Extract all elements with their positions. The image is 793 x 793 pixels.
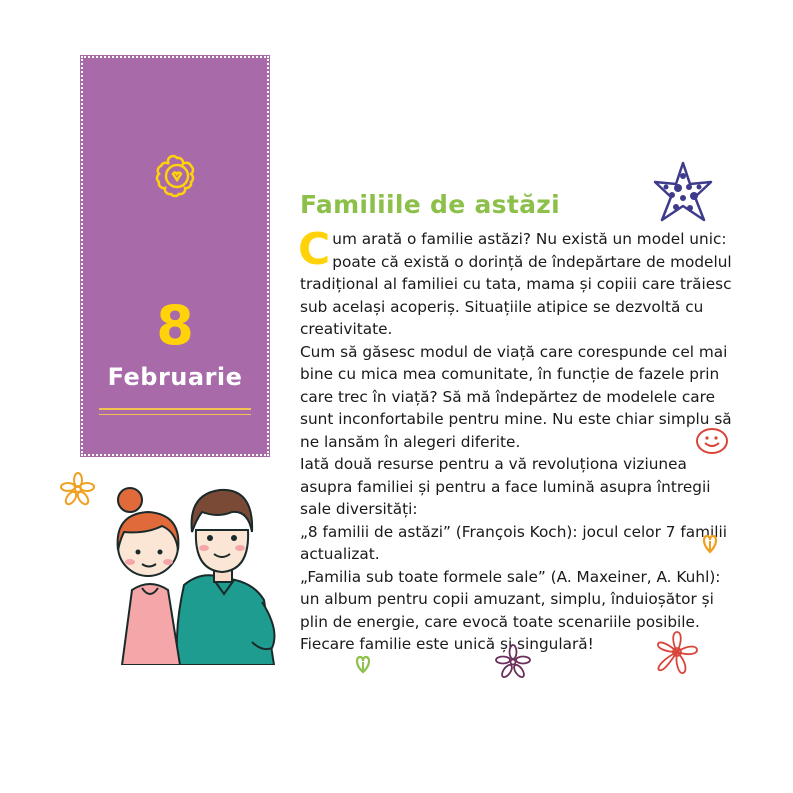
paragraph: „Familia sub toate formele sale” (A. Maxeiner, A. Kuhl): un album pentru copii amuzant, simplu, înduioșător și plin de energie, care evocă toate scenariile posibile. — [300, 567, 721, 631]
star-icon — [652, 160, 714, 224]
divider — [99, 408, 251, 415]
flower-icon — [655, 630, 699, 676]
month-name: Februarie — [107, 363, 243, 391]
smiley-icon — [695, 426, 729, 456]
paragraph: Fiecare familie este unică și singulară! — [300, 635, 594, 653]
flower-icon — [495, 644, 531, 680]
article-body — [298, 224, 740, 656]
paragraph: Cum să găsesc modul de viață care corespunde cel mai bine cu mica mea comunitate, în funcție de fazele prin care trec în viață? Să mă îndepărtez de modelele care sunt inconfortabile pentru mine. Nu este chiar simplu să ne lansăm în alegeri diferite. — [300, 342, 732, 451]
drop-cap: C — [298, 224, 331, 275]
day-number: 8 — [156, 294, 194, 357]
paragraph — [298, 224, 740, 341]
paragraph: Iată două resurse pentru a vă revoluționa viziunea asupra familiei și pentru a face lumină asupra întregii sale diversități: — [300, 455, 711, 518]
date-panel — [81, 56, 269, 456]
article-title: Familiile de astăzi — [300, 190, 560, 219]
couple-illustration — [102, 470, 288, 665]
sun-flower-icon — [155, 154, 199, 198]
paragraph: „8 familii de astăzi” (François Koch): jocul celor 7 familii actualizat. — [300, 522, 728, 563]
paragraph-text: um arată o familie astăzi? Nu există un model unic: poate că există o dorință de îndepărtare de modelul tradițional al familiei cu tata, mama și copiii care trăiesc sub același acoperiș. Situațiile atipice se dezvoltă cu creativitate. — [300, 230, 732, 338]
flower-icon — [60, 472, 96, 506]
heart-icon — [701, 532, 719, 554]
heart-icon — [353, 654, 373, 674]
